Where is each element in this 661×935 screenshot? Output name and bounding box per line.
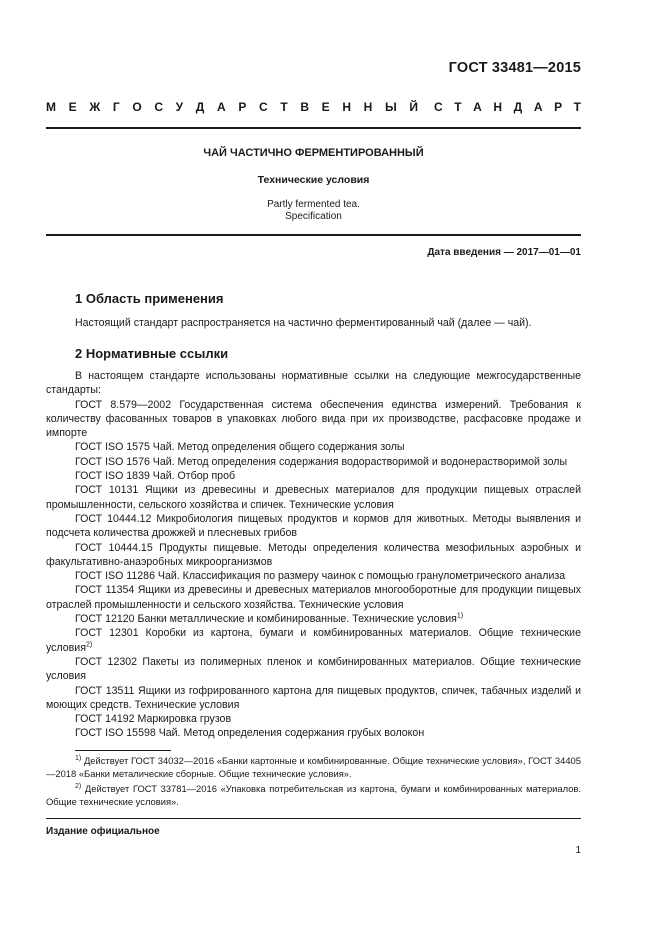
banner-letter: Н (363, 100, 373, 114)
banner-letter: Р (554, 100, 563, 114)
banner-letter: Ж (89, 100, 101, 114)
footnotes (46, 754, 581, 810)
reference-item: ГОСТ ISO 1576 Чай. Метод определения содержания водорастворимой и водонерастворимой золы (75, 455, 568, 468)
document-title: ЧАЙ ЧАСТИЧНО ФЕРМЕНТИРОВАННЫЙ (203, 147, 424, 159)
reference-text: ГОСТ 12120 Банки металлические и комбинированные. Технические условия (75, 613, 457, 626)
banner-letter: Д (513, 100, 523, 114)
footer-rule (46, 818, 581, 819)
footnote-mark: 1) (456, 612, 464, 620)
banner-letter: Т (280, 100, 288, 114)
reference-text: ГОСТ 12301 Коробки из картона, бумаги и комбинированных материалов. Общие технические условия (46, 627, 581, 654)
reference-item: ГОСТ ISO 1575 Чай. Метод определения общего содержания золы (75, 441, 405, 454)
banner-letter: А (533, 100, 543, 114)
references-intro: В настоящем стандарте использованы нормативные ссылки на следующие межгосударственные стандарты: (46, 370, 581, 397)
reference-item: ГОСТ 14192 Маркировка грузов (75, 713, 232, 726)
banner-letter: С (154, 100, 163, 114)
banner-letter: Д (195, 100, 205, 114)
section-heading-scope: 1 Область применения (75, 291, 224, 306)
interstate-standard-banner (46, 100, 581, 114)
banner-letter: Е (68, 100, 77, 114)
footnote (46, 782, 581, 808)
footnote-text: Действует ГОСТ 34032—2016 «Банки картонные и комбинированные. Общие технические условия», ГОСТ 34405—2018 «Банки металические сборные. Общие технические условия». (46, 755, 581, 779)
footnote-mark: 2) (85, 641, 93, 649)
banner-letter: Ы (384, 100, 397, 114)
banner-letter: Р (238, 100, 247, 114)
reference-item: ГОСТ 8.579—2002 Государственная система обеспечения единства измерений. Требования к количеству фасованных товаров в упаковках любого вида при их производстве, расфасовке продаже и импорте (46, 398, 581, 440)
reference-item: ГОСТ 12302 Пакеты из полимерных пленок и комбинированных материалов. Общие технические условия (46, 655, 581, 683)
page-number: 1 (575, 845, 581, 856)
banner-letter: Н (493, 100, 503, 114)
header-rule (46, 127, 581, 129)
banner-letter: Г (112, 100, 120, 114)
interstate-word (46, 100, 418, 114)
banner-letter: Е (321, 100, 330, 114)
banner-letter: С (434, 100, 443, 114)
banner-letter: Н (342, 100, 351, 114)
banner-letter: О (132, 100, 142, 114)
reference-item: ГОСТ 11354 Ящики из древесины и древесных материалов многооборотные для продукции пищевых отраслей промышленности и сельского хозяйства. Технические условия (46, 584, 581, 611)
footnote (46, 754, 581, 780)
english-title (46, 199, 581, 223)
reference-item: ГОСТ ISO 11286 Чай. Классификация по размеру чаинок с помощью гранулометрического анализа (75, 570, 566, 583)
reference-item: ГОСТ 13511 Ящики из гофрированного картона для пищевых продуктов, спичек, табачных изделий и моющих средств. Технические условия (46, 684, 581, 711)
reference-item: ГОСТ ISO 15598 Чай. Метод определения содержания грубых волокон (75, 727, 425, 740)
reference-item-12301 (46, 626, 581, 655)
banner-letter: Й (409, 100, 418, 114)
banner-letter: В (300, 100, 309, 114)
official-edition-label: Издание официальное (46, 826, 160, 837)
footnote-mark: 1) (75, 754, 82, 762)
banner-letter: Т (573, 100, 581, 114)
reference-item: ГОСТ 10131 Ящики из древесины и древесных материалов для продукции пищевых отраслей промышленности, сельского хозяйства и спичек. Технические условия (46, 484, 581, 511)
footnote-text: Действует ГОСТ 33781—2016 «Упаковка потребительская из картона, бумаги и комбинированных материалов. Общие технические условия». (46, 783, 581, 807)
reference-item: ГОСТ 10444.15 Продукты пищевые. Методы определения количества мезофильных аэробных и факультативно-анаэробных микроорганизмов (46, 541, 581, 568)
document-subtitle: Технические условия (257, 174, 370, 186)
references-list (46, 369, 581, 741)
banner-letter: М (46, 100, 56, 114)
banner-letter: А (473, 100, 482, 114)
footnote-mark: 2) (75, 782, 82, 790)
footnote-separator (75, 750, 171, 751)
scope-paragraph: Настоящий стандарт распространяется на частично ферментированный чай (далее — чай). (75, 317, 532, 329)
reference-item-12120 (46, 612, 581, 626)
introduction-date: Дата введения — 2017—01—01 (427, 247, 581, 258)
reference-item: ГОСТ 10444.12 Микробиология пищевых продуктов и кормов для животных. Методы выявления и подсчета количества дрожжей и плесневых грибов (46, 512, 581, 540)
banner-letter: Т (454, 100, 462, 114)
banner-letter: У (175, 100, 184, 114)
section-heading-references: 2 Нормативные ссылки (75, 346, 229, 361)
title-rule (46, 234, 581, 236)
banner-letter: А (216, 100, 226, 114)
gost-code: ГОСТ 33481—2015 (448, 60, 581, 76)
banner-letter: С (258, 100, 268, 114)
english-title-line: Partly fermented tea. (267, 199, 360, 210)
english-subtitle-line: Specification (285, 211, 342, 222)
standard-word (434, 100, 581, 114)
reference-item: ГОСТ ISO 1839 Чай. Отбор проб (75, 470, 236, 483)
